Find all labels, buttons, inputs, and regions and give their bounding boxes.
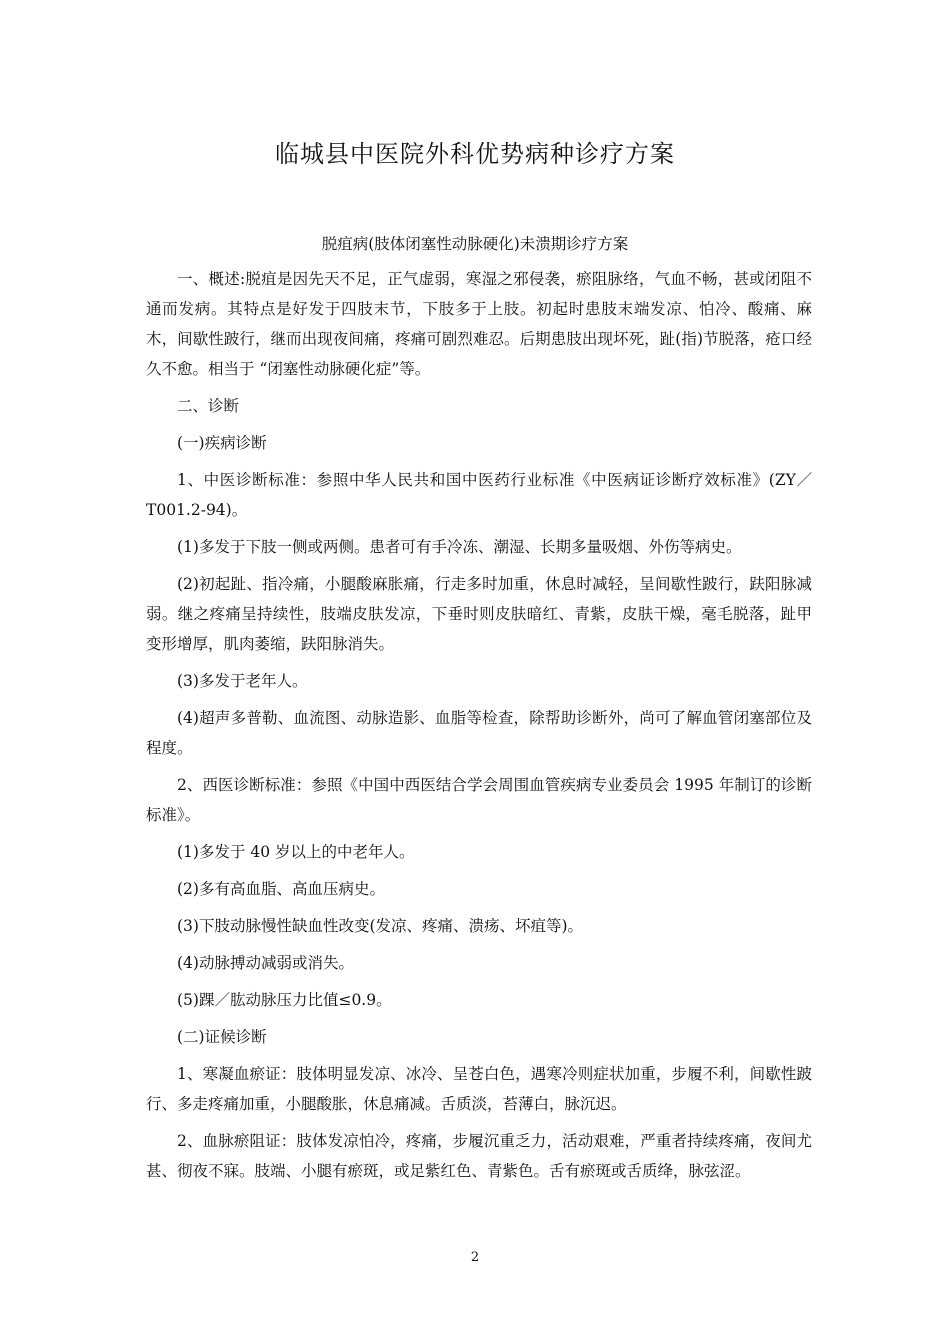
list-item: (2)初起趾、指冷痛，小腿酸麻胀痛，行走多时加重，休息时减轻，呈间歇性跛行，趺阳脉减弱。继之疼痛呈持续性，肢端皮肤发凉，下垂时则皮肤暗红、青紫，皮肤干燥，毫毛脱落，趾甲变形增厚，肌肉萎缩，趺阳脉消失。: [146, 575, 812, 653]
document-body: [146, 264, 812, 1193]
list-item: (4)超声多普勒、血流图、动脉造影、血脂等检查，除帮助诊断外，尚可了解血管闭塞部位及程度。: [146, 709, 812, 757]
paragraph-tcm-standard: 1、中医诊断标准：参照中华人民共和国中医药行业标准《中医病证诊断疗效标准》(ZY／T001.2-94)。: [146, 471, 812, 519]
list-item: (1)多发于下肢一侧或两侧。患者可有手冷冻、潮湿、长期多量吸烟、外伤等病史。: [177, 538, 742, 556]
list-item: (1)多发于 40 岁以上的中老年人。: [177, 843, 415, 861]
list-item: (3)下肢动脉慢性缺血性改变(发凉、疼痛、溃疡、坏疽等)。: [177, 917, 584, 935]
list-item: (2)多有高血脂、高血压病史。: [177, 880, 385, 898]
paragraph-western-standard: 2、西医诊断标准：参照《中国中西医结合学会周围血管疾病专业委员会 1995 年制订的诊断标准》。: [146, 776, 812, 824]
paragraph-overview: 一、概述:脱疽是因先天不足，正气虚弱，寒湿之邪侵袭，瘀阻脉络，气血不畅，甚或闭阻不通而发病。其特点是好发于四肢末节，下肢多于上肢。初起时患肢末端发凉、怕冷、酸痛、麻木，间歇性跛行，继而出现夜间痛，疼痛可剧烈难忍。后期患肢出现坏死，趾(指)节脱落，疮口经久不愈。相当于 “闭塞性动脉硬化症”等。: [146, 270, 812, 378]
list-item: (3)多发于老年人。: [177, 672, 308, 690]
heading-disease-diagnosis: (一)疾病诊断: [177, 434, 267, 452]
heading-diagnosis: 二、诊断: [177, 397, 240, 415]
list-item: (5)踝／肱动脉压力比值≤0.9。: [177, 991, 392, 1009]
paragraph-blood-vessel-stasis: 2、血脉瘀阻证：肢体发凉怕冷，疼痛，步履沉重乏力，活动艰难，严重者持续疼痛，夜间尤甚、彻夜不寐。肢端、小腿有瘀斑，或足紫红色、青紫色。舌有瘀斑或舌质绛，脉弦涩。: [146, 1132, 812, 1180]
section-title: 脱疽病(肢体闭塞性动脉硬化)未溃期诊疗方案: [321, 235, 629, 253]
page-number: 2: [470, 1250, 480, 1265]
document-title: 临城县中医院外科优势病种诊疗方案: [275, 140, 675, 168]
paragraph-cold-blood-stasis: 1、寒凝血瘀证：肢体明显发凉、冰冷、呈苍白色，遇寒冷则症状加重，步履不利，间歇性跛行、多走疼痛加重，小腿酸胀，休息痛减。舌质淡，苔薄白，脉沉迟。: [146, 1065, 812, 1113]
list-item: (4)动脉搏动减弱或消失。: [177, 954, 354, 972]
heading-syndrome-diagnosis: (二)证候诊断: [177, 1028, 267, 1046]
